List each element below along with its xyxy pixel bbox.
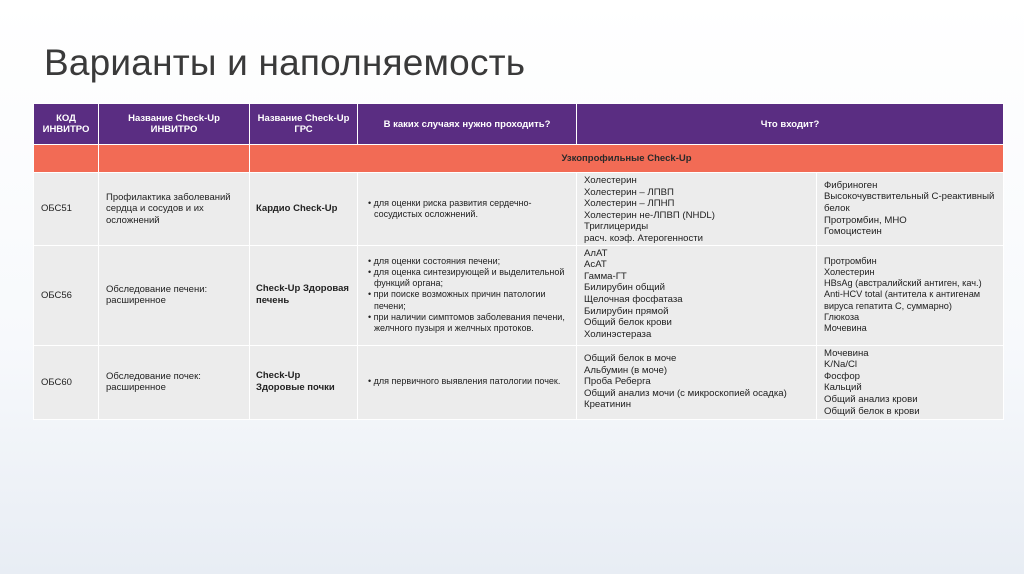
row-code: ОБС56: [34, 245, 99, 345]
header-cases: В каких случаях нужно проходить?: [358, 104, 577, 145]
include-item: Протромбин: [824, 255, 877, 266]
case-item: • для оценка синтезирующей и выделительной функций органа;: [368, 267, 565, 289]
row-cases: [358, 345, 577, 419]
include-item: АсАТ: [584, 259, 607, 271]
include-item: Anti-HCV total (антитела к антигенам вируса гепатита С, суммарно): [824, 289, 981, 311]
table-row: [34, 173, 1004, 246]
section-empty-cell: [99, 145, 250, 173]
row-includes-a: [577, 245, 817, 345]
include-item: Высокочувствительный С-реактивный белок: [824, 191, 995, 214]
include-item: Холестерин – ЛПНП: [584, 198, 675, 210]
row-cases: [358, 173, 577, 246]
include-item: Холинэстераза: [584, 328, 652, 340]
case-item: • при наличии симптомов заболевания печени, желчного пузыря и желчных протоков.: [368, 311, 565, 334]
row-grs-name: Кардио Check-Up: [250, 173, 358, 246]
row-name: Обследование печени: расширенное: [99, 245, 250, 345]
include-item: Мочевина: [824, 323, 867, 334]
include-item: Фосфор: [824, 370, 860, 382]
slide-title: Варианты и наполняемость: [44, 42, 526, 83]
section-row: [34, 145, 1004, 173]
table-row: [34, 245, 1004, 345]
header-includes: Что входит?: [577, 104, 1004, 145]
include-item: Кальций: [824, 382, 862, 394]
section-label: Узкопрофильные Check-Up: [250, 145, 1004, 173]
include-item: Триглицериды: [584, 221, 649, 233]
include-item: расч. коэф. Атерогенности: [584, 232, 704, 244]
table-row: [34, 345, 1004, 419]
row-includes-b: [817, 245, 1004, 345]
include-item: Общий белок в моче: [584, 353, 677, 365]
include-item: Холестерин: [824, 267, 875, 278]
header-row: [34, 104, 1004, 145]
include-item: Фибриноген: [824, 179, 878, 191]
case-item: • для оценки риска развития сердечно-сосудистых осложнений.: [368, 197, 532, 219]
include-item: Проба Реберга: [584, 376, 651, 388]
row-includes-b: [817, 345, 1004, 419]
header-name-grs: Название Check-Up ГРС: [250, 104, 358, 145]
row-name: Обследование почек: расширенное: [99, 345, 250, 419]
header-name-invitro: Название Check-Up ИНВИТРО: [99, 104, 250, 145]
include-item: Протромбин, МНО: [824, 214, 907, 226]
include-item: Гомоцистеин: [824, 226, 882, 238]
case-item: • для первичного выявления патологии почек.: [368, 376, 561, 387]
include-item: Холестерин: [584, 175, 637, 186]
row-cases: [358, 245, 577, 345]
include-item: АлАТ: [584, 247, 608, 259]
row-includes-a: [577, 173, 817, 246]
row-name: Профилактика заболеваний сердца и сосудов и их осложнений: [99, 173, 250, 246]
include-item: Билирубин общий: [584, 282, 666, 294]
include-item: Общий белок в крови: [824, 405, 920, 417]
case-item: • для оценки состояния печени;: [368, 255, 501, 266]
include-item: Мочевина: [824, 347, 869, 359]
include-item: K/Na/Cl: [824, 359, 858, 371]
header-code: КОД ИНВИТРО: [34, 104, 99, 145]
section-empty-cell: [34, 145, 99, 173]
row-includes-a: [577, 345, 817, 419]
checkup-table: [33, 103, 1004, 420]
row-code: ОБС60: [34, 345, 99, 419]
include-item: Холестерин – ЛПВП: [584, 186, 674, 198]
include-item: HBsAg (австралийский антиген, кач.): [824, 278, 982, 289]
row-code: ОБС51: [34, 173, 99, 246]
include-item: Общий анализ мочи (с микроскопией осадка): [584, 387, 787, 399]
case-item: • при поиске возможных причин патологии печени;: [368, 289, 546, 311]
include-item: Глюкоза: [824, 311, 860, 322]
include-item: Гамма-ГТ: [584, 270, 627, 282]
row-grs-name: Check-Up Здоровая печень: [250, 245, 358, 345]
row-includes-b: [817, 173, 1004, 246]
include-item: Холестерин не-ЛПВП (NHDL): [584, 209, 715, 221]
row-grs-name: Check-Up Здоровые почки: [250, 345, 358, 419]
include-item: Общий анализ крови: [824, 393, 918, 405]
include-item: Альбумин (в моче): [584, 364, 668, 376]
include-item: Креатинин: [584, 399, 632, 411]
include-item: Билирубин прямой: [584, 305, 669, 317]
include-item: Щелочная фосфатаза: [584, 293, 683, 305]
include-item: Общий белок крови: [584, 317, 672, 329]
